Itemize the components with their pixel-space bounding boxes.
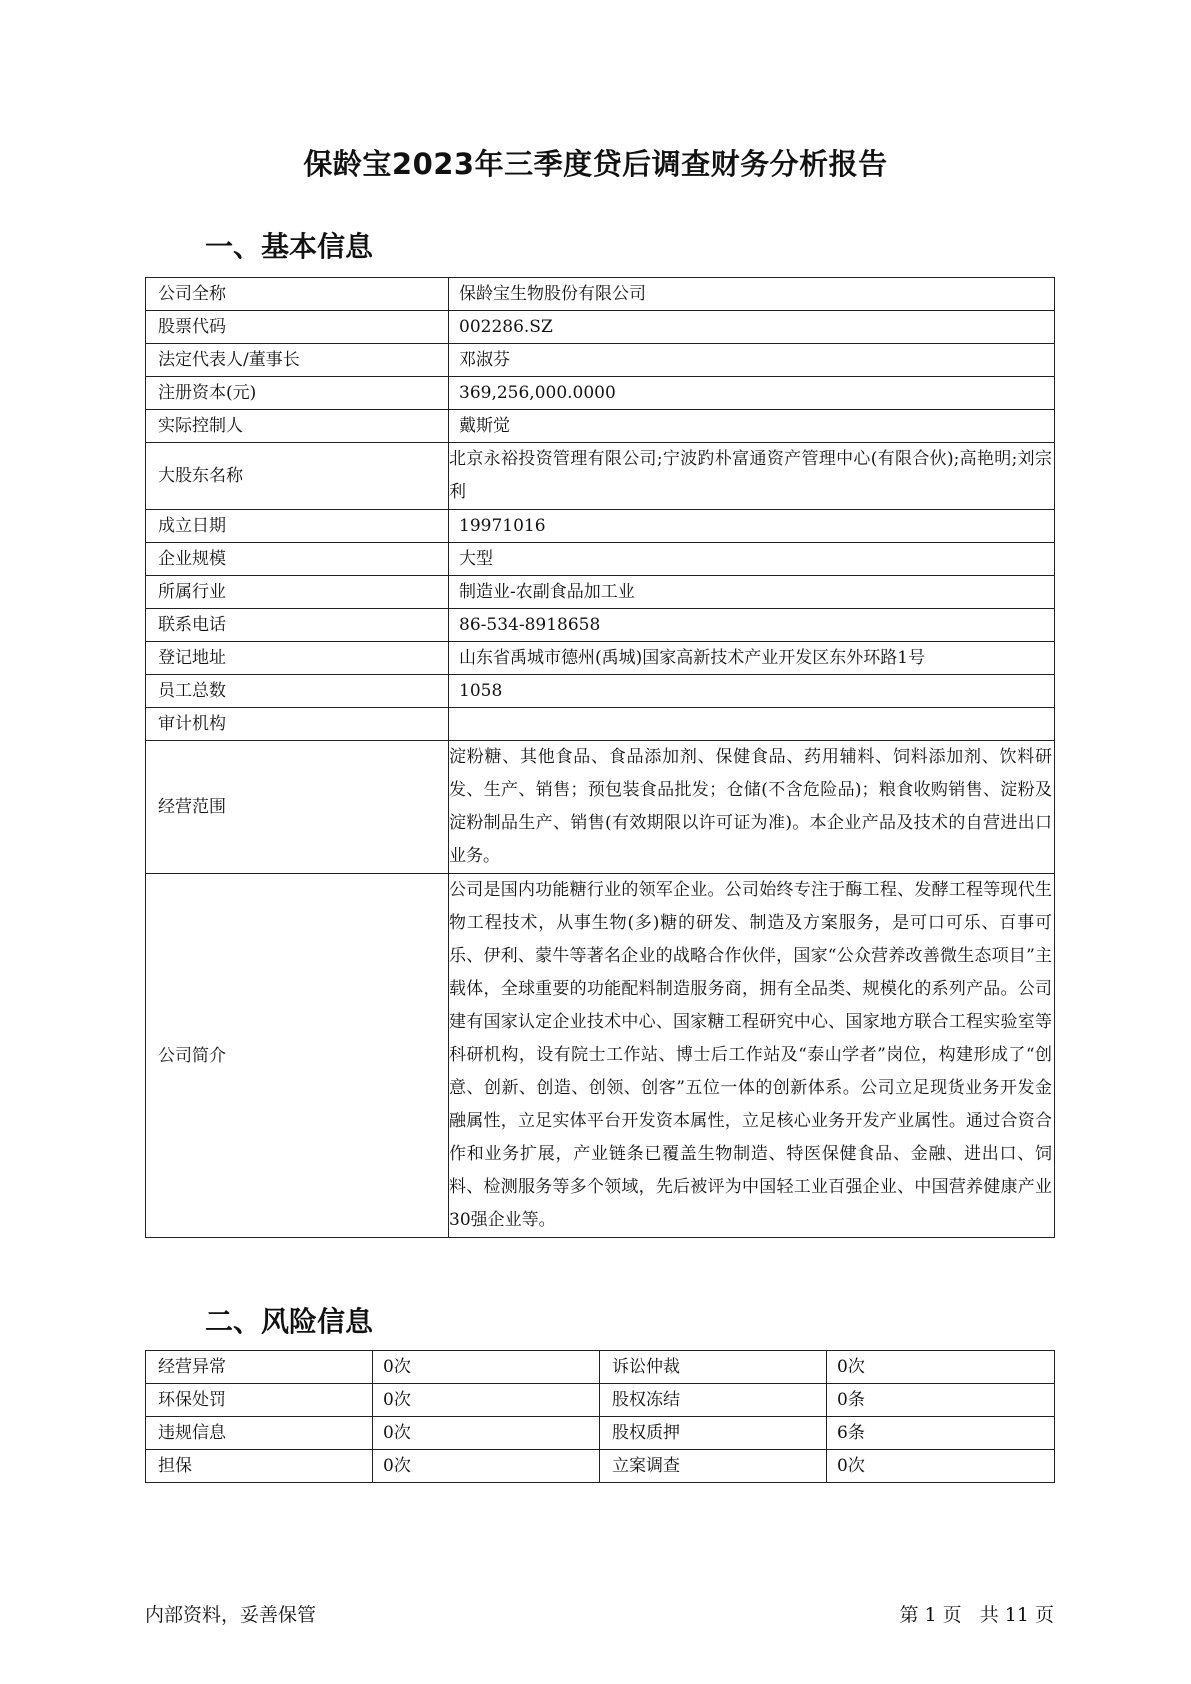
row-label: 联系电话: [146, 609, 449, 642]
table-row: [146, 377, 1055, 410]
row-label: 公司简介: [146, 874, 449, 1238]
risk-label: 经营异常: [146, 1351, 373, 1384]
shareholders-text: 北京永裕投资管理有限公司;宁波趵朴富通资产管理中心(有限合伙);高艳明;刘宗利: [449, 449, 1052, 502]
footer-confidential-note: 内部资料，妥善保管: [145, 1604, 317, 1626]
table-row: [146, 609, 1055, 642]
row-label: 公司全称: [146, 278, 449, 311]
risk-info-table: [145, 1350, 1055, 1483]
row-value: [449, 443, 1055, 510]
risk-label: 诉讼仲裁: [600, 1351, 827, 1384]
row-value: [449, 708, 1055, 741]
row-value: 制造业-农副食品加工业: [449, 576, 1055, 609]
row-value: 山东省禹城市德州(禹城)国家高新技术产业开发区东外环路1号: [449, 642, 1055, 675]
row-label: 登记地址: [146, 642, 449, 675]
table-row: [146, 1417, 1055, 1450]
table-row: [146, 874, 1055, 1238]
risk-value: 0条: [827, 1384, 1055, 1417]
row-value: 86-534-8918658: [449, 609, 1055, 642]
report-title: 保龄宝2023年三季度贷后调查财务分析报告: [303, 147, 888, 181]
risk-label: 环保处罚: [146, 1384, 373, 1417]
risk-value: 0次: [827, 1351, 1055, 1384]
risk-value: 0次: [373, 1450, 600, 1483]
table-row: [146, 344, 1055, 377]
row-label: 员工总数: [146, 675, 449, 708]
row-label: 所属行业: [146, 576, 449, 609]
row-label: 企业规模: [146, 543, 449, 576]
section-heading-basic-info: 一、基本信息: [205, 230, 374, 263]
row-value: 戴斯觉: [449, 410, 1055, 443]
risk-value: 6条: [827, 1417, 1055, 1450]
table-row: [146, 741, 1055, 874]
table-row: [146, 1384, 1055, 1417]
row-label: 股票代码: [146, 311, 449, 344]
risk-value: 0次: [373, 1384, 600, 1417]
row-label: 成立日期: [146, 510, 449, 543]
company-profile-text: 公司是国内功能糖行业的领军企业。公司始终专注于酶工程、发酵工程等现代生物工程技术，从事生物(多)糖的研发、制造及方案服务，是可口可乐、百事可乐、伊利、蒙牛等著名企业的战略合作伙伴，国家“公众营养改善微生态项目”主载体，全球重要的功能配料制造服务商，拥有全品类、规模化的系列产品。公司建有国家认定企业技术中心、国家糖工程研究中心、国家地方联合工程实验室等科研机构，设有院士工作站、博士后工作站及“泰山学者”岗位，构建形成了“创意、创新、创造、创领、创客”五位一体的创新体系。公司立足现货业务开发金融属性，立足实体平台开发资本属性，立足核心业务开发产业属性。通过合资合作和业务扩展，产业链条已覆盖生物制造、特医保健食品、金融、进出口、饲料、检测服务等多个领域，先后被评为中国轻工业百强企业、中国营养健康产业30强企业等。: [449, 880, 1052, 1230]
table-row: [146, 708, 1055, 741]
row-label: 实际控制人: [146, 410, 449, 443]
table-row: [146, 311, 1055, 344]
risk-label: 股权冻结: [600, 1384, 827, 1417]
row-value: 1058: [449, 675, 1055, 708]
row-value: [449, 741, 1055, 874]
risk-value: 0次: [827, 1450, 1055, 1483]
row-label: 审计机构: [146, 708, 449, 741]
row-label: 注册资本(元): [146, 377, 449, 410]
section-heading-risk-info: 二、风险信息: [205, 1305, 374, 1338]
row-value: 邓淑芬: [449, 344, 1055, 377]
risk-label: 立案调查: [600, 1450, 827, 1483]
table-row: [146, 443, 1055, 510]
row-label: 法定代表人/董事长: [146, 344, 449, 377]
risk-value: 0次: [373, 1417, 600, 1450]
row-value: 19971016: [449, 510, 1055, 543]
footer-page-number: 第 1 页 共 11 页: [899, 1604, 1054, 1626]
basic-info-table: [145, 277, 1055, 1238]
risk-value: 0次: [373, 1351, 600, 1384]
table-row: [146, 543, 1055, 576]
table-row: [146, 642, 1055, 675]
row-value: [449, 874, 1055, 1238]
row-label: 大股东名称: [146, 443, 449, 510]
table-row: [146, 675, 1055, 708]
risk-label: 担保: [146, 1450, 373, 1483]
row-value: 002286.SZ: [449, 311, 1055, 344]
table-row: [146, 1450, 1055, 1483]
table-row: [146, 278, 1055, 311]
table-row: [146, 410, 1055, 443]
row-label: 经营范围: [146, 741, 449, 874]
row-value: 保龄宝生物股份有限公司: [449, 278, 1055, 311]
table-row: [146, 510, 1055, 543]
risk-label: 违规信息: [146, 1417, 373, 1450]
row-value: 大型: [449, 543, 1055, 576]
business-scope-text: 淀粉糖、其他食品、食品添加剂、保健食品、药用辅料、饲料添加剂、饮料研发、生产、销售；预包装食品批发；仓储(不含危险品)；粮食收购销售、淀粉及淀粉制品生产、销售(有效期限以许可证为准)。本企业产品及技术的自营进出口业务。: [449, 747, 1052, 866]
table-row: [146, 1351, 1055, 1384]
table-row: [146, 576, 1055, 609]
risk-label: 股权质押: [600, 1417, 827, 1450]
row-value: 369,256,000.0000: [449, 377, 1055, 410]
